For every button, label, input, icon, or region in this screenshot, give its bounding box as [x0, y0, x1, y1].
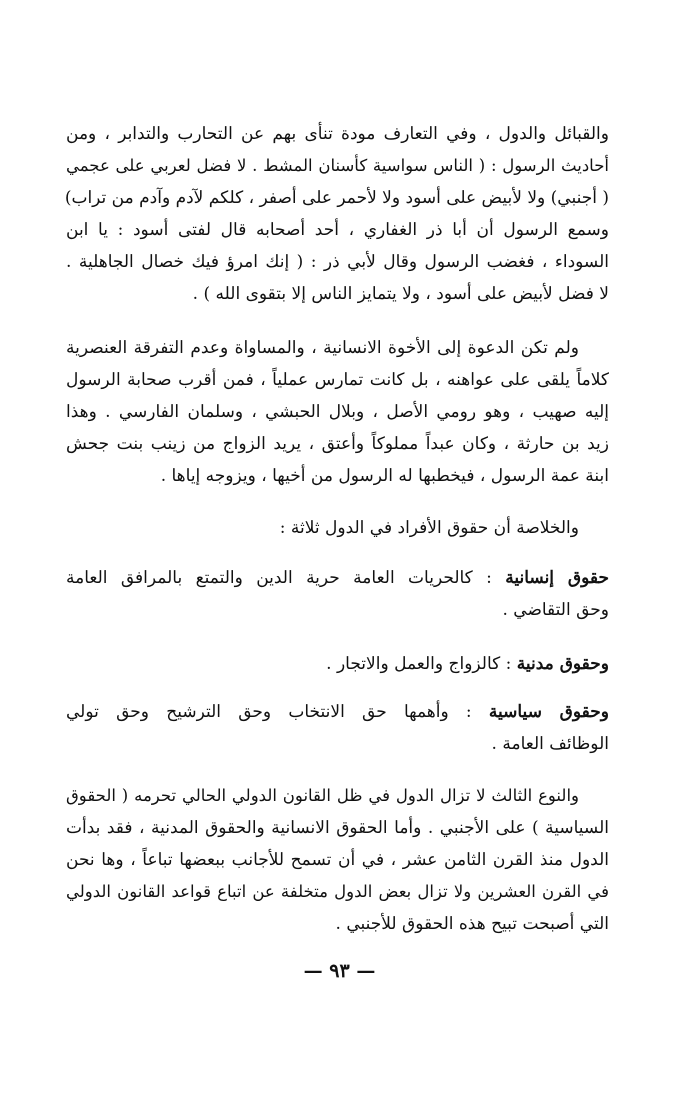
text-line: في القرن العشرين ولا تزال بعض الدول متخلفة عن اتباع قواعد القانون الدولي	[66, 882, 609, 901]
paragraph-summary	[66, 512, 609, 544]
text-line: إليه صهيب ، وهو رومي الأصل ، وبلال الحبشي ، وسلمان الفارسي . وهذا	[66, 402, 609, 422]
civil-rights-text: : كالزواج والعمل والاتجار .	[326, 654, 517, 674]
text-line	[66, 648, 609, 680]
human-rights-text: : كالحريات العامة حرية الدين والتمتع بالمرافق العامة	[66, 568, 506, 588]
paragraph-brotherhood-hadith	[66, 118, 609, 310]
text-line: أحاديث الرسول : ( الناس سواسية كأسنان المشط . لا فضل لعربي على عجمي	[66, 156, 609, 175]
text-line: الوظائف العامة .	[491, 734, 609, 754]
page-number: — ٩٣ —	[303, 960, 376, 982]
paragraph-practice-examples	[66, 332, 609, 492]
political-rights-item	[66, 696, 609, 760]
text-line: ابنة عمة الرسول ، فيخطبها له الرسول من أخيها ، ويزوجه إياها .	[160, 466, 609, 486]
human-rights-item	[66, 562, 609, 626]
text-line: والنوع الثالث لا تزال الدول في ظل القانون الدولي الحالي تحرمه ( الحقوق	[66, 786, 579, 805]
text-line: لا فضل لأبيض على أسود ، ولا يتمايز الناس إلا بتقوى الله ) .	[192, 284, 609, 304]
political-rights-term: وحقوق سياسية	[488, 702, 609, 722]
text-line	[66, 696, 609, 728]
human-rights-term: حقوق إنسانية	[505, 568, 609, 588]
text-line: السياسية ) على الأجنبي . وأما الحقوق الانسانية والحقوق المدنية ، فقد بدأت	[66, 818, 609, 838]
text-line: السوداء ، فغضب الرسول وقال لأبي ذر : ( إنك امرؤ فيك خصال الجاهلية .	[66, 252, 609, 272]
text-line: ولم تكن الدعوة إلى الأخوة الانسانية ، والمساواة وعدم التفرقة العنصرية	[66, 338, 579, 358]
text-line: ( أجنبي) ولا لأبيض على أسود ولا لأحمر على أصفر ، كلكم لآدم وآدم من تراب)	[64, 188, 609, 208]
text-line: كلاماً يلقى على عواهنه ، بل كانت تمارس عملياً ، فمن أقرب صحابة الرسول	[66, 370, 609, 390]
text-line: وحق التقاضي .	[502, 600, 609, 620]
text-line	[66, 562, 609, 594]
text-line: وسمع الرسول أن أبا ذر الغفاري ، أحد أصحابه قال لفتى أسود : يا ابن	[66, 220, 609, 240]
text-line: التي أصبحت تبيح هذه الحقوق للأجنبي .	[335, 914, 609, 934]
civil-rights-item	[66, 648, 609, 680]
civil-rights-term: وحقوق مدنية	[516, 654, 609, 674]
paragraph-third-type	[66, 780, 609, 940]
text-line: الدول منذ القرن الثامن عشر ، في أن تسمح للأجانب ببعضها تباعاً ، وها نحن	[66, 850, 609, 870]
text-line: زيد بن حارثة ، وكان عبداً مملوكاً وأعتق ، يريد الزواج من زينب بنت جحش	[66, 434, 609, 454]
text-line: والخلاصة أن حقوق الأفراد في الدول ثلاثة :	[279, 518, 579, 538]
political-rights-text: : وأهمها حق الانتخاب وحق الترشيح وحق تولي	[66, 702, 489, 722]
text-line: والقبائل والدول ، وفي التعارف مودة تنأى بهم عن التحارب والتدابر ، ومن	[66, 124, 609, 144]
